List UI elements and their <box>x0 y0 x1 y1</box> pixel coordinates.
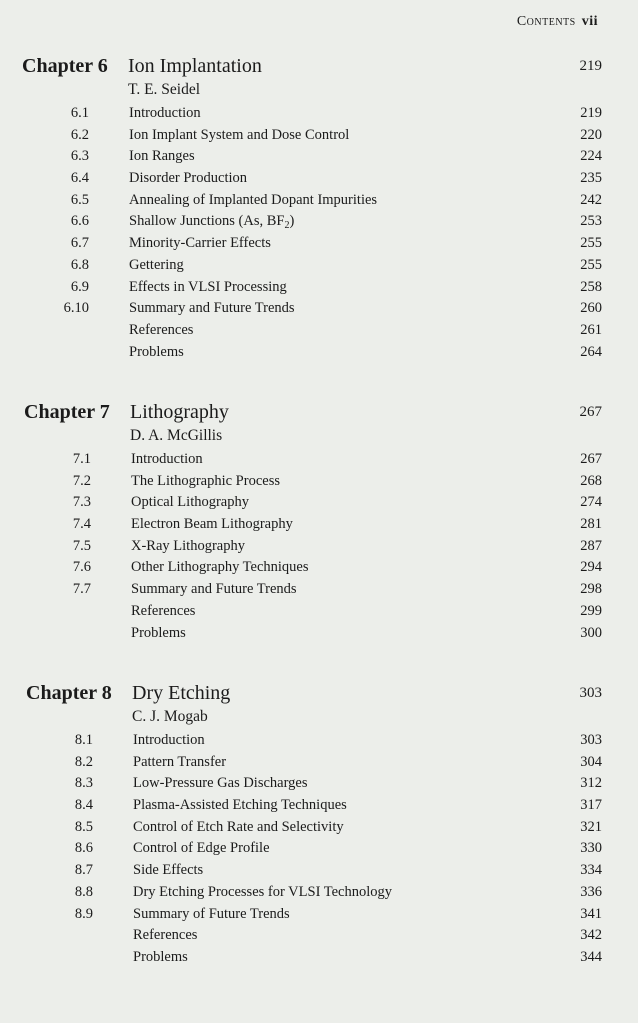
section-page: 342 <box>580 927 602 944</box>
toc-entry[interactable] <box>0 538 638 560</box>
toc-entry[interactable] <box>0 516 638 538</box>
section-title[interactable] <box>129 105 201 122</box>
section-page: 260 <box>580 300 602 317</box>
section-title-text: Summary of Future Trends <box>133 905 290 922</box>
section-number: 8.5 <box>74 818 93 835</box>
section-title-text: Dry Etching Processes for VLSI Technology <box>133 883 393 900</box>
section-title-text: The Lithographic Process <box>131 472 280 489</box>
chapter-page: 219 <box>579 58 602 74</box>
section-title[interactable] <box>133 754 226 771</box>
section-number: 8.7 <box>74 862 93 879</box>
toc-entry[interactable] <box>0 300 638 322</box>
section-title[interactable] <box>131 581 297 598</box>
section-page: 220 <box>580 126 602 143</box>
toc-entry[interactable] <box>0 927 638 949</box>
section-page: 224 <box>580 148 602 165</box>
toc-entry[interactable] <box>0 819 638 841</box>
section-title[interactable] <box>133 949 188 966</box>
toc-entry[interactable] <box>0 840 638 862</box>
toc-entry[interactable] <box>0 257 638 279</box>
section-title-subscript: 2 <box>284 220 290 232</box>
section-number: 6.1 <box>70 105 89 121</box>
running-head-page: vii <box>581 14 598 29</box>
section-title[interactable] <box>129 279 287 296</box>
running-head <box>517 14 598 30</box>
section-number: 8.8 <box>74 883 93 900</box>
section-number: 7.5 <box>72 537 91 554</box>
toc-entry[interactable] <box>0 906 638 928</box>
chapter-page: 303 <box>579 685 602 701</box>
section-title-text: Introduction <box>131 451 203 467</box>
toc-entry[interactable] <box>0 344 638 366</box>
section-page: 219 <box>580 105 602 121</box>
section-title[interactable] <box>133 819 344 836</box>
section-number: 8.2 <box>74 753 93 770</box>
section-page: 287 <box>580 537 602 554</box>
section-page: 303 <box>580 732 602 748</box>
section-title-text: Summary and Future Trends <box>131 581 297 598</box>
section-number: 6.5 <box>70 191 89 208</box>
section-number: 7.4 <box>72 516 91 533</box>
toc-entry[interactable] <box>0 279 638 301</box>
toc-entry[interactable] <box>0 192 638 214</box>
section-page: 312 <box>580 775 602 792</box>
section-title-end: ) <box>289 213 295 230</box>
chapter-label: Chapter 7 <box>24 401 110 423</box>
section-title-text: References <box>131 602 196 619</box>
chapter-block <box>0 55 638 360</box>
section-title[interactable] <box>133 906 290 923</box>
section-list <box>0 451 638 646</box>
section-page: 255 <box>580 256 602 273</box>
section-title-text: Shallow Junctions (As, BF <box>129 213 285 230</box>
section-title[interactable] <box>129 170 247 187</box>
toc-entry[interactable] <box>0 862 638 884</box>
section-number: 8.3 <box>74 775 93 792</box>
chapter-label: Chapter 6 <box>22 55 108 77</box>
chapter-title[interactable]: Ion Implantation <box>128 55 262 77</box>
section-title-text: Problems <box>133 948 188 965</box>
section-title-text: Summary and Future Trends <box>129 300 295 317</box>
toc-entry[interactable] <box>0 603 638 625</box>
section-page: 242 <box>580 191 602 208</box>
section-page: 235 <box>580 170 602 187</box>
section-page: 330 <box>580 840 602 857</box>
section-title[interactable] <box>131 494 249 511</box>
toc-entry[interactable] <box>0 797 638 819</box>
chapter-title[interactable]: Dry Etching <box>132 682 231 704</box>
section-list <box>0 105 638 365</box>
section-title-text: Side Effects <box>133 862 204 879</box>
chapter-heading <box>0 55 638 79</box>
section-number: 6.9 <box>70 278 89 295</box>
toc-entry[interactable] <box>0 775 638 797</box>
section-title[interactable] <box>133 797 347 814</box>
section-number: 6.7 <box>70 235 89 252</box>
section-title[interactable] <box>133 862 203 879</box>
section-title-text: Electron Beam Lithography <box>131 516 293 533</box>
section-page: 321 <box>580 818 602 835</box>
section-title[interactable] <box>131 538 245 555</box>
section-title-text: Optical Lithography <box>131 494 249 511</box>
chapter-label: Chapter 8 <box>26 682 112 704</box>
section-page: 253 <box>580 213 602 230</box>
section-title[interactable] <box>129 344 184 361</box>
section-title[interactable] <box>131 625 186 642</box>
chapter-author: D. A. McGillis <box>130 427 223 444</box>
section-title-text: Ion Ranges <box>129 148 195 165</box>
section-title[interactable] <box>131 516 293 533</box>
toc-entry[interactable] <box>0 949 638 971</box>
section-title-text: Introduction <box>133 732 205 748</box>
section-number: 7.7 <box>72 581 91 598</box>
section-title[interactable] <box>133 840 270 857</box>
toc-entry[interactable] <box>0 754 638 776</box>
toc-entry[interactable] <box>0 213 638 235</box>
section-title[interactable] <box>133 927 197 944</box>
toc-entry[interactable] <box>0 105 638 127</box>
section-title[interactable] <box>129 192 377 209</box>
section-number: 7.3 <box>72 494 91 511</box>
chapter-author: T. E. Seidel <box>128 81 201 98</box>
section-title[interactable] <box>133 732 205 749</box>
section-number: 7.2 <box>72 472 91 489</box>
toc-entry[interactable] <box>0 494 638 516</box>
section-title[interactable] <box>131 559 309 576</box>
section-title-text: Problems <box>131 624 186 641</box>
section-page: 267 <box>580 451 602 467</box>
section-title-text: Control of Etch Rate and Selectivity <box>133 818 344 835</box>
toc-entry[interactable] <box>0 170 638 192</box>
toc-entry[interactable] <box>0 581 638 603</box>
section-title-text: Pattern Transfer <box>133 753 227 770</box>
section-number: 8.1 <box>74 732 93 748</box>
section-title[interactable] <box>129 235 271 252</box>
section-number: 6.3 <box>70 148 89 165</box>
section-title[interactable] <box>129 257 184 274</box>
section-title-text: X-Ray Lithography <box>131 537 245 554</box>
section-page: 261 <box>580 321 602 338</box>
section-title[interactable] <box>131 451 203 468</box>
section-title-text: Disorder Production <box>129 170 247 187</box>
section-page: 281 <box>580 516 602 533</box>
toc-entry[interactable] <box>0 625 638 647</box>
section-page: 300 <box>580 624 602 641</box>
section-number: 6.2 <box>70 126 89 143</box>
section-title[interactable] <box>131 473 280 490</box>
section-title[interactable] <box>133 775 308 792</box>
section-number: 6.8 <box>70 256 89 273</box>
section-title-text: Effects in VLSI Processing <box>129 278 287 295</box>
section-number: 8.4 <box>74 797 93 814</box>
section-number: 6.4 <box>70 170 89 187</box>
section-title[interactable] <box>131 603 195 620</box>
section-title-text: Other Lithography Techniques <box>131 559 309 576</box>
section-title-text: Plasma-Assisted Etching Techniques <box>133 797 347 814</box>
chapter-heading <box>0 401 638 425</box>
chapter-block <box>0 401 638 641</box>
toc-entry[interactable] <box>0 235 638 257</box>
section-number: 6.10 <box>63 300 89 317</box>
section-title[interactable] <box>129 148 195 165</box>
section-page: 317 <box>580 797 602 814</box>
section-number: 7.6 <box>72 559 91 576</box>
section-title-text: Problems <box>129 343 184 360</box>
chapter-author: C. J. Mogab <box>132 708 208 725</box>
chapter-heading <box>0 682 638 706</box>
section-title-text: Minority-Carrier Effects <box>129 235 271 252</box>
section-page: 299 <box>580 602 602 619</box>
section-title-text: Control of Edge Profile <box>133 840 270 857</box>
section-page: 294 <box>580 559 602 576</box>
section-title-text: Gettering <box>129 256 184 273</box>
section-page: 334 <box>580 862 602 879</box>
section-page: 344 <box>580 948 602 965</box>
chapter-page: 267 <box>579 404 602 420</box>
section-title-text: Low-Pressure Gas Discharges <box>133 775 308 792</box>
section-page: 274 <box>580 494 602 511</box>
section-page: 264 <box>580 343 602 360</box>
toc-entry[interactable] <box>0 732 638 754</box>
section-page: 304 <box>580 753 602 770</box>
section-title-text: References <box>129 321 194 338</box>
section-title-text: References <box>133 927 198 944</box>
section-title-text: Ion Implant System and Dose Control <box>129 126 350 143</box>
toc-entry[interactable] <box>0 148 638 170</box>
section-number: 7.1 <box>72 451 91 467</box>
section-list <box>0 732 638 971</box>
section-title-text: Introduction <box>129 105 201 121</box>
chapter-title[interactable]: Lithography <box>130 401 229 423</box>
section-title[interactable] <box>129 127 349 144</box>
toc-entry[interactable] <box>0 322 638 344</box>
section-page: 258 <box>580 278 602 295</box>
toc-entry[interactable] <box>0 884 638 906</box>
section-title[interactable] <box>129 300 295 317</box>
section-number: 6.6 <box>70 213 89 230</box>
toc-entry[interactable] <box>0 127 638 149</box>
section-title[interactable] <box>129 213 294 231</box>
toc-entry[interactable] <box>0 451 638 473</box>
section-number: 8.9 <box>74 905 93 922</box>
section-page: 341 <box>580 905 602 922</box>
section-page: 255 <box>580 235 602 252</box>
running-head-label: Contents <box>516 14 576 29</box>
section-page: 336 <box>580 883 602 900</box>
chapter-block <box>0 682 638 965</box>
section-title[interactable] <box>133 884 392 901</box>
toc-entry[interactable] <box>0 559 638 581</box>
section-number: 8.6 <box>74 840 93 857</box>
section-page: 298 <box>580 581 602 598</box>
toc-entry[interactable] <box>0 473 638 495</box>
section-title[interactable] <box>129 322 193 339</box>
section-title-text: Annealing of Implanted Dopant Impurities <box>129 191 378 208</box>
section-page: 268 <box>580 472 602 489</box>
